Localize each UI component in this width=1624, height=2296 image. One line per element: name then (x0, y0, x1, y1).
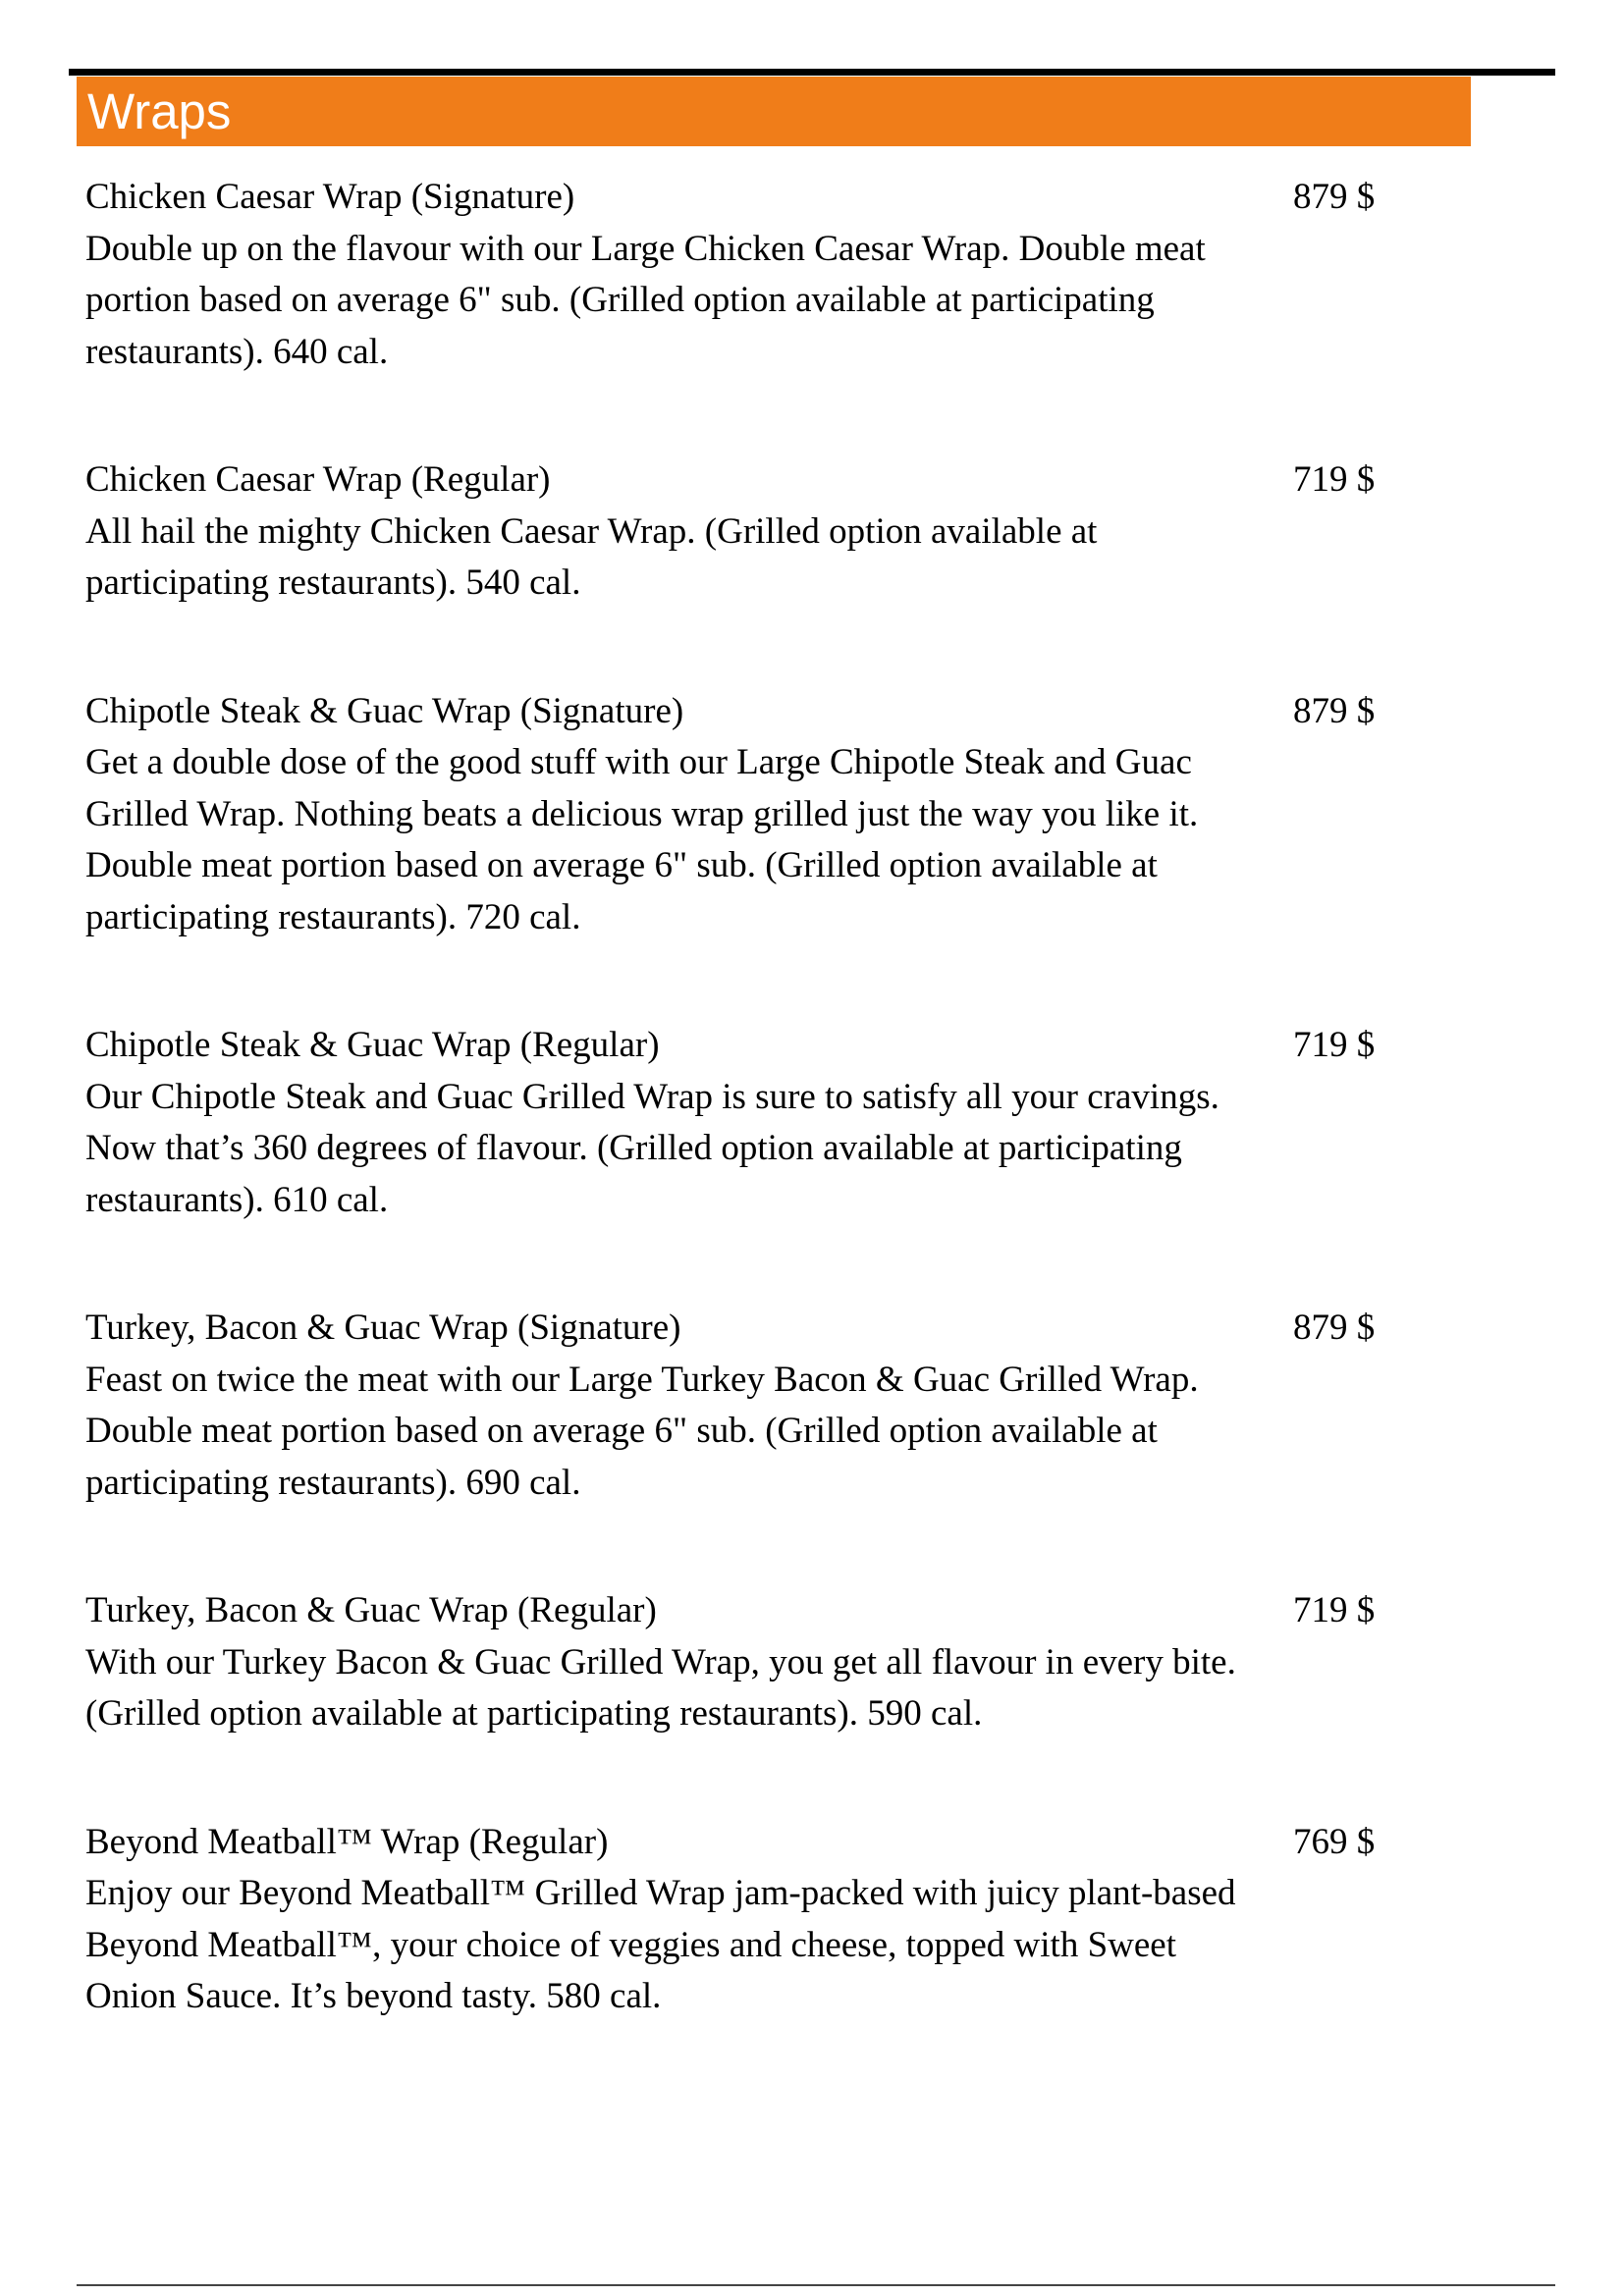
menu-item-text (85, 454, 1249, 610)
menu-item-text (85, 1303, 1249, 1509)
menu-item-price: 719 $ (1293, 1025, 1376, 1065)
menu-item-name: Beyond Meatball™ Wrap (Regular) (85, 1821, 609, 1862)
menu-item-description: Enjoy our Beyond Meatball™ Grilled Wrap jam-packed with juicy plant-based Beyond Meatball™, your choice of veggies and cheese, topped with Sweet Onion Sauce. It’s beyond tasty. 580 cal. (85, 1873, 1236, 2016)
menu-item-description: Double up on the flavour with our Large Chicken Caesar Wrap. Double meat portion based on average 6" sub. (Grilled option available at participating restaurants). 640 cal. (85, 228, 1206, 372)
menu-item-description: Feast on twice the meat with our Large Turkey Bacon & Guac Grilled Wrap. Double meat portion based on average 6" sub. (Grilled option available at participating restaurants). 690 cal. (85, 1359, 1199, 1503)
section-header (77, 77, 1471, 146)
menu-item-name: Chipotle Steak & Guac Wrap (Signature) (85, 690, 684, 731)
menu-item-name: Chipotle Steak & Guac Wrap (Regular) (85, 1025, 660, 1065)
menu-item-price: 879 $ (1293, 1308, 1376, 1348)
menu-item-price: 879 $ (1293, 690, 1376, 731)
menu-item (85, 454, 1440, 610)
menu-item-name: Chicken Caesar Wrap (Regular) (85, 459, 551, 500)
menu-item-description: Get a double dose of the good stuff with our Large Chipotle Steak and Guac Grilled Wrap. Nothing beats a delicious wrap grilled just the way you like it. Double meat portion based on average 6" sub. (Grilled option available at participating restaurants). 720 cal. (85, 742, 1199, 937)
menu-item-text (85, 1020, 1249, 1226)
bottom-rule (77, 2284, 1555, 2286)
menu-item (85, 1020, 1440, 1226)
menu-item-text (85, 1585, 1249, 1740)
menu-item-price: 879 $ (1293, 177, 1376, 217)
menu-item (85, 686, 1440, 944)
menu-item-price: 769 $ (1293, 1821, 1376, 1862)
menu-item-description: Our Chipotle Steak and Guac Grilled Wrap is sure to satisfy all your cravings. Now that’s 360 degrees of flavour. (Grilled option available at participating restaurants). 610 cal. (85, 1076, 1219, 1220)
menu-item-list (85, 172, 1440, 2023)
menu-item (85, 1817, 1440, 2023)
menu-item-text (85, 686, 1249, 944)
menu-item (85, 172, 1440, 378)
menu-item-name: Turkey, Bacon & Guac Wrap (Regular) (85, 1590, 657, 1630)
menu-item-text (85, 172, 1249, 378)
menu-item-price: 719 $ (1293, 1590, 1376, 1630)
menu-item-description: With our Turkey Bacon & Guac Grilled Wrap, you get all flavour in every bite. (Grilled option available at participating restaurants). 590 cal. (85, 1641, 1236, 1734)
section-title: Wraps (87, 83, 232, 139)
menu-item-description: All hail the mighty Chicken Caesar Wrap. (Grilled option available at participating restaurants). 540 cal. (85, 510, 1098, 603)
menu-item-price: 719 $ (1293, 459, 1376, 500)
menu-item (85, 1585, 1440, 1740)
menu-item-name: Chicken Caesar Wrap (Signature) (85, 177, 575, 217)
menu-item-name: Turkey, Bacon & Guac Wrap (Signature) (85, 1308, 681, 1348)
menu-item-text (85, 1817, 1249, 2023)
top-rule (69, 69, 1555, 76)
menu-item (85, 1303, 1440, 1509)
